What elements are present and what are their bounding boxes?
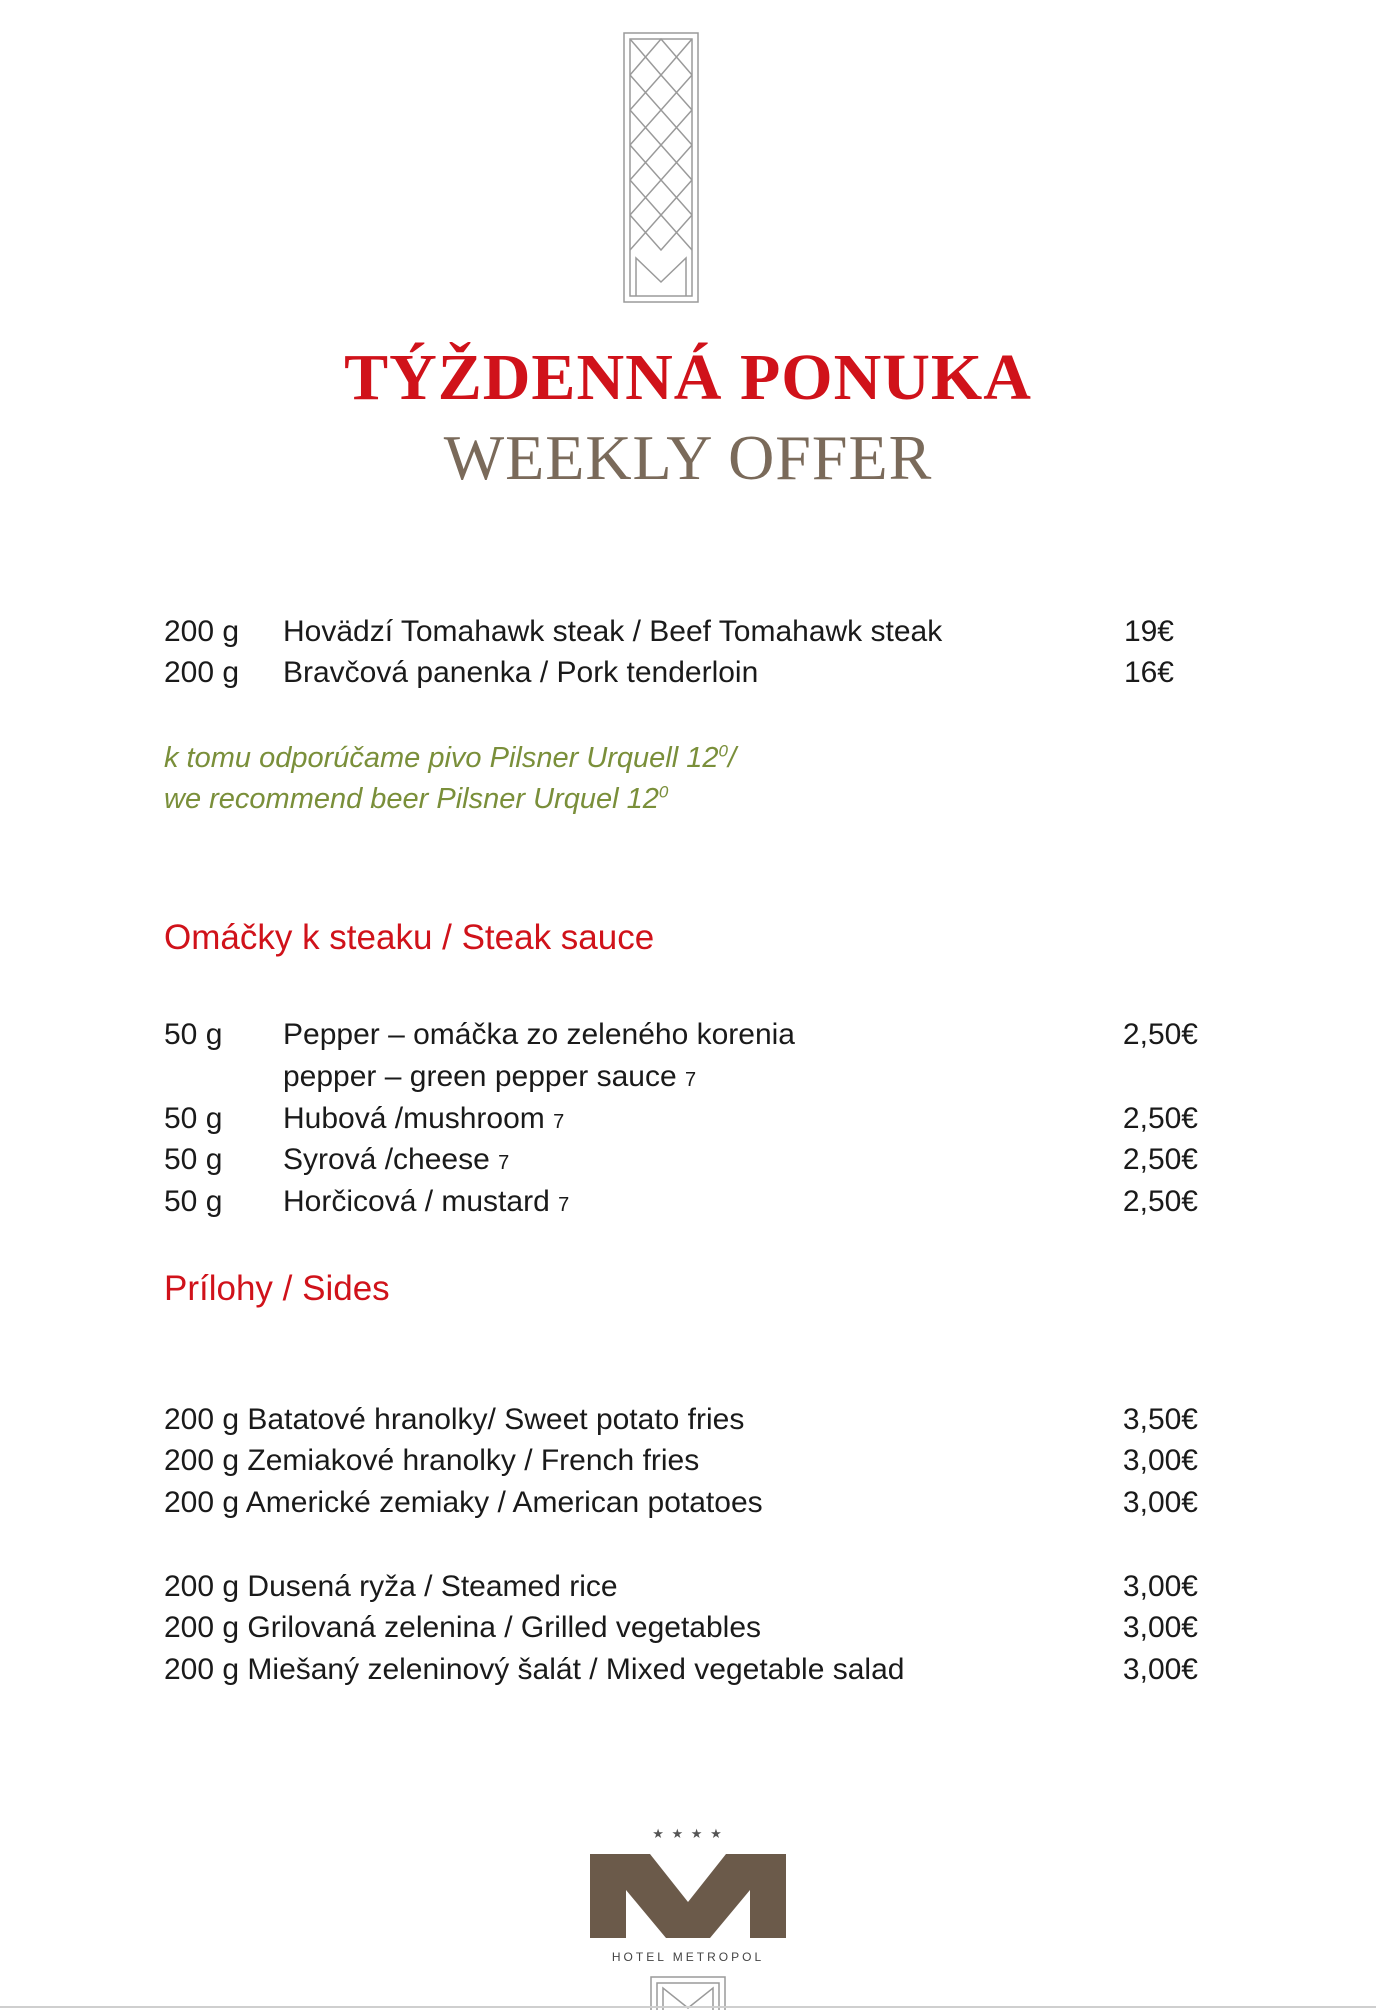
item-name: Hovädzí Tomahawk steak / Beef Tomahawk steak [283,615,943,648]
hotel-metropol-logo [588,1826,788,2010]
item-name: 200 g Dusená ryža / Steamed rice [164,1570,618,1603]
item-weight: 50 g [164,1102,223,1135]
item-price: 2,50€ [1122,1102,1198,1135]
item-price: 3,50€ [1122,1403,1198,1436]
menu-item [0,1182,1376,1222]
item-name: 200 g Batatové hranolky/ Sweet potato fries [164,1403,745,1436]
item-price: 16€ [1123,656,1174,689]
item-price: 3,00€ [1122,1611,1198,1644]
menu-item [0,1567,1376,1607]
item-name: 200 g Grilovaná zelenina / Grilled vegetables [164,1611,762,1644]
menu-item-translation [0,1057,1376,1097]
item-name: Bravčová panenka / Pork tenderloin [283,656,759,689]
item-name: 200 g Americké zemiaky / American potatoes [164,1486,763,1519]
item-name: Hubová /mushroom 7 [283,1102,565,1135]
item-price: 3,00€ [1122,1653,1198,1686]
item-price: 2,50€ [1122,1018,1198,1051]
item-price: 19€ [1123,615,1174,648]
item-name: Horčicová / mustard 7 [283,1185,570,1218]
item-price: 3,00€ [1122,1444,1198,1477]
bottom-ornament-icon [648,1974,728,2010]
m-ornament-icon [621,30,701,305]
logo-m-icon [588,1850,788,1940]
beer-recommendation-sk: k tomu odporúčame pivo Pilsner Urquell $12^0/$ [164,741,737,774]
menu-item [0,653,1376,693]
item-weight: 50 g [164,1185,223,1218]
item-name: 200 g Zemiakové hranolky / French fries [164,1444,700,1477]
allergen-code: 7 [684,1069,697,1091]
item-name: pepper – green pepper sauce 7 [283,1060,697,1093]
item-price: 3,00€ [1122,1486,1198,1519]
item-price: 2,50€ [1122,1143,1198,1176]
logo-stars: ★ ★ ★ ★ [652,1826,724,1841]
allergen-code: 7 [498,1152,510,1174]
menu-item [0,1441,1376,1481]
item-name: Syrová /cheese 7 [283,1143,510,1176]
title-slovak: TÝŽDENNÁ PONUKA [344,341,1032,414]
beer-recommendation-en: we recommend beer Pilsner Urquel $12^0$ [164,782,669,815]
sides-heading: Prílohy / Sides [164,1269,390,1308]
menu-item [0,1483,1376,1523]
item-weight: 200 g [164,656,240,689]
item-price: 3,00€ [1122,1570,1198,1603]
sauces-heading: Omáčky k steaku / Steak sauce [164,918,655,957]
allergen-code: 7 [553,1111,565,1133]
menu-item [0,1140,1376,1180]
title-english: WEEKLY OFFER [443,422,933,493]
menu-item [0,1608,1376,1648]
menu-item [0,1099,1376,1139]
menu-item [0,1015,1376,1055]
item-price: 2,50€ [1122,1185,1198,1218]
item-weight: 200 g [164,615,240,648]
logo-hotel-name: HOTEL METROPOL [611,1950,765,1964]
item-weight: 50 g [164,1018,223,1051]
page-edge-divider [0,2006,1376,2008]
menu-item [0,1400,1376,1440]
menu-item [0,612,1376,652]
menu-item [0,1650,1376,1690]
item-name: Pepper – omáčka zo zeleného korenia [283,1018,795,1051]
item-weight: 50 g [164,1143,223,1176]
item-name: 200 g Miešaný zeleninový šalát / Mixed vegetable salad [164,1653,905,1686]
allergen-code: 7 [558,1194,570,1216]
